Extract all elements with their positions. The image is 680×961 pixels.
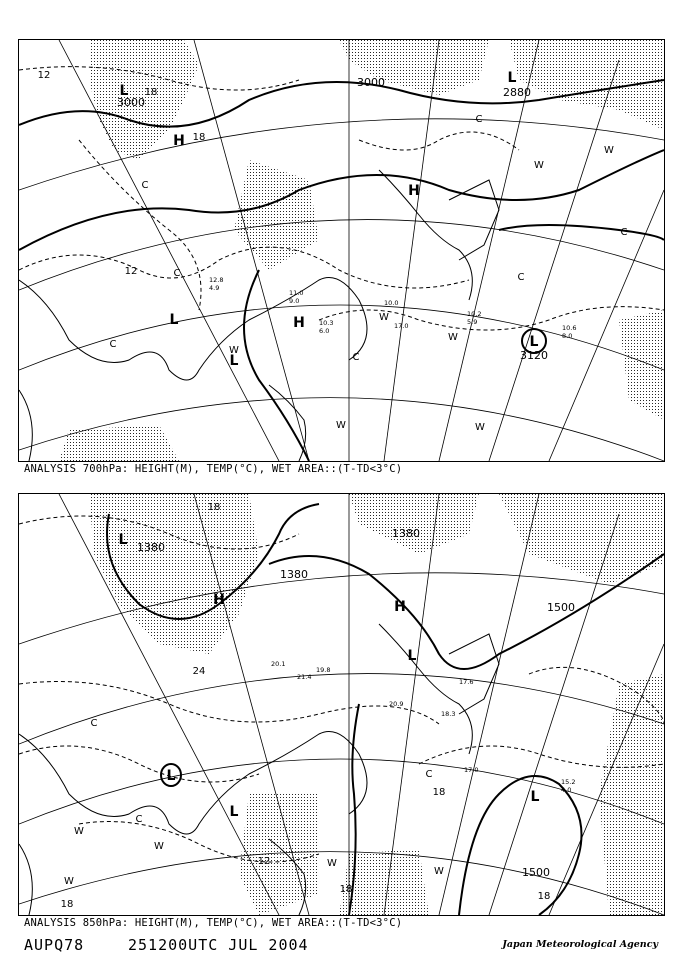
map-850hpa-svg <box>19 494 664 915</box>
svg-text:C: C <box>475 114 483 125</box>
low-center: L <box>407 648 417 664</box>
height-label: 1500 <box>547 601 575 614</box>
svg-text:8.0: 8.0 <box>562 332 573 340</box>
low-center: L <box>169 312 179 328</box>
station-observations <box>209 276 576 340</box>
svg-text:20.1: 20.1 <box>271 660 286 668</box>
map-700hpa-svg <box>19 40 664 461</box>
svg-text:18: 18 <box>537 891 551 902</box>
low-center: L <box>118 532 128 548</box>
svg-text:18: 18 <box>432 787 446 798</box>
svg-text:18: 18 <box>144 87 158 98</box>
svg-text:10.3: 10.3 <box>319 319 334 327</box>
svg-text:W: W <box>154 841 164 852</box>
svg-text:10.2: 10.2 <box>467 310 482 318</box>
analysis-850hpa-map <box>18 493 665 916</box>
svg-text:17.0: 17.0 <box>394 322 409 330</box>
svg-text:12.8: 12.8 <box>209 276 224 284</box>
svg-text:W: W <box>327 858 337 869</box>
station-observations <box>271 660 575 794</box>
svg-text:C: C <box>352 352 360 363</box>
height-label: 3000 <box>117 96 145 109</box>
svg-text:C: C <box>90 718 98 729</box>
svg-text:4.9: 4.9 <box>209 284 220 292</box>
height-label: 1380 <box>137 541 165 554</box>
svg-text:W: W <box>448 332 458 343</box>
height-label: 1380 <box>280 568 308 581</box>
svg-text:21.4: 21.4 <box>297 673 312 681</box>
high-center: H <box>173 133 185 149</box>
svg-text:W: W <box>534 160 544 171</box>
svg-text:4.0: 4.0 <box>561 786 572 794</box>
svg-text:12: 12 <box>37 70 51 81</box>
svg-text:W: W <box>434 866 444 877</box>
low-center: L <box>530 789 540 805</box>
svg-text:20.9: 20.9 <box>389 700 404 708</box>
svg-text:W: W <box>604 145 614 156</box>
wet-area-shading <box>89 494 664 915</box>
svg-text:W: W <box>229 345 239 356</box>
low-center: L <box>229 804 239 820</box>
svg-text:18: 18 <box>339 884 353 895</box>
svg-text:C: C <box>517 272 525 283</box>
svg-text:W: W <box>475 422 485 433</box>
high-center: H <box>408 183 420 199</box>
high-center: H <box>213 592 225 608</box>
svg-text:11.0: 11.0 <box>289 289 304 297</box>
svg-text:19.8: 19.8 <box>316 666 331 674</box>
height-label: 3000 <box>357 76 385 89</box>
agency-credit: Japan Meteorological Agency <box>502 939 658 950</box>
high-center: H <box>394 599 406 615</box>
svg-text:W: W <box>64 876 74 887</box>
svg-text:17.0: 17.0 <box>464 766 479 774</box>
svg-text:18.3: 18.3 <box>441 710 456 718</box>
low-center: L <box>229 353 239 369</box>
svg-text:W: W <box>379 312 389 323</box>
svg-text:6.0: 6.0 <box>319 327 330 335</box>
caption-700hpa: ANALYSIS 700hPa: HEIGHT(M), TEMP(°C), WET AREA::(T-TD<3°C) <box>24 463 403 475</box>
height-label: 1500 <box>522 866 550 879</box>
high-center: H <box>293 315 305 331</box>
svg-text:C: C <box>135 814 143 825</box>
svg-text:10.6: 10.6 <box>562 324 577 332</box>
svg-text:C: C <box>173 268 181 279</box>
low-center: L <box>119 83 129 99</box>
svg-text:12: 12 <box>257 856 271 867</box>
svg-text:24: 24 <box>192 666 206 677</box>
height-label: 2880 <box>503 86 531 99</box>
svg-text:C: C <box>620 227 628 238</box>
svg-text:9.0: 9.0 <box>289 297 300 305</box>
product-code: AUPQ78 <box>24 936 85 954</box>
svg-text:5.9: 5.9 <box>467 318 478 326</box>
analysis-datetime: 251200UTC JUL 2004 <box>128 936 309 954</box>
low-center: L <box>529 334 539 350</box>
svg-text:W: W <box>336 420 346 431</box>
height-label: 1380 <box>392 527 420 540</box>
svg-text:10.0: 10.0 <box>384 299 399 307</box>
caption-850hpa: ANALYSIS 850hPa: HEIGHT(M), TEMP(°C), WET AREA::(T-TD<3°C) <box>24 917 403 929</box>
svg-text:W: W <box>74 826 84 837</box>
low-center: L <box>166 768 176 784</box>
svg-text:17.6: 17.6 <box>459 678 474 686</box>
svg-text:C: C <box>141 180 149 191</box>
svg-text:18: 18 <box>192 132 206 143</box>
svg-text:C: C <box>109 339 117 350</box>
svg-text:15.2: 15.2 <box>561 778 576 786</box>
height-label: 3120 <box>520 349 548 362</box>
svg-text:12: 12 <box>124 266 138 277</box>
svg-text:18: 18 <box>60 899 74 910</box>
svg-text:C: C <box>425 769 433 780</box>
svg-text:18: 18 <box>207 502 221 513</box>
analysis-700hpa-map <box>18 39 665 462</box>
low-center: L <box>507 70 517 86</box>
